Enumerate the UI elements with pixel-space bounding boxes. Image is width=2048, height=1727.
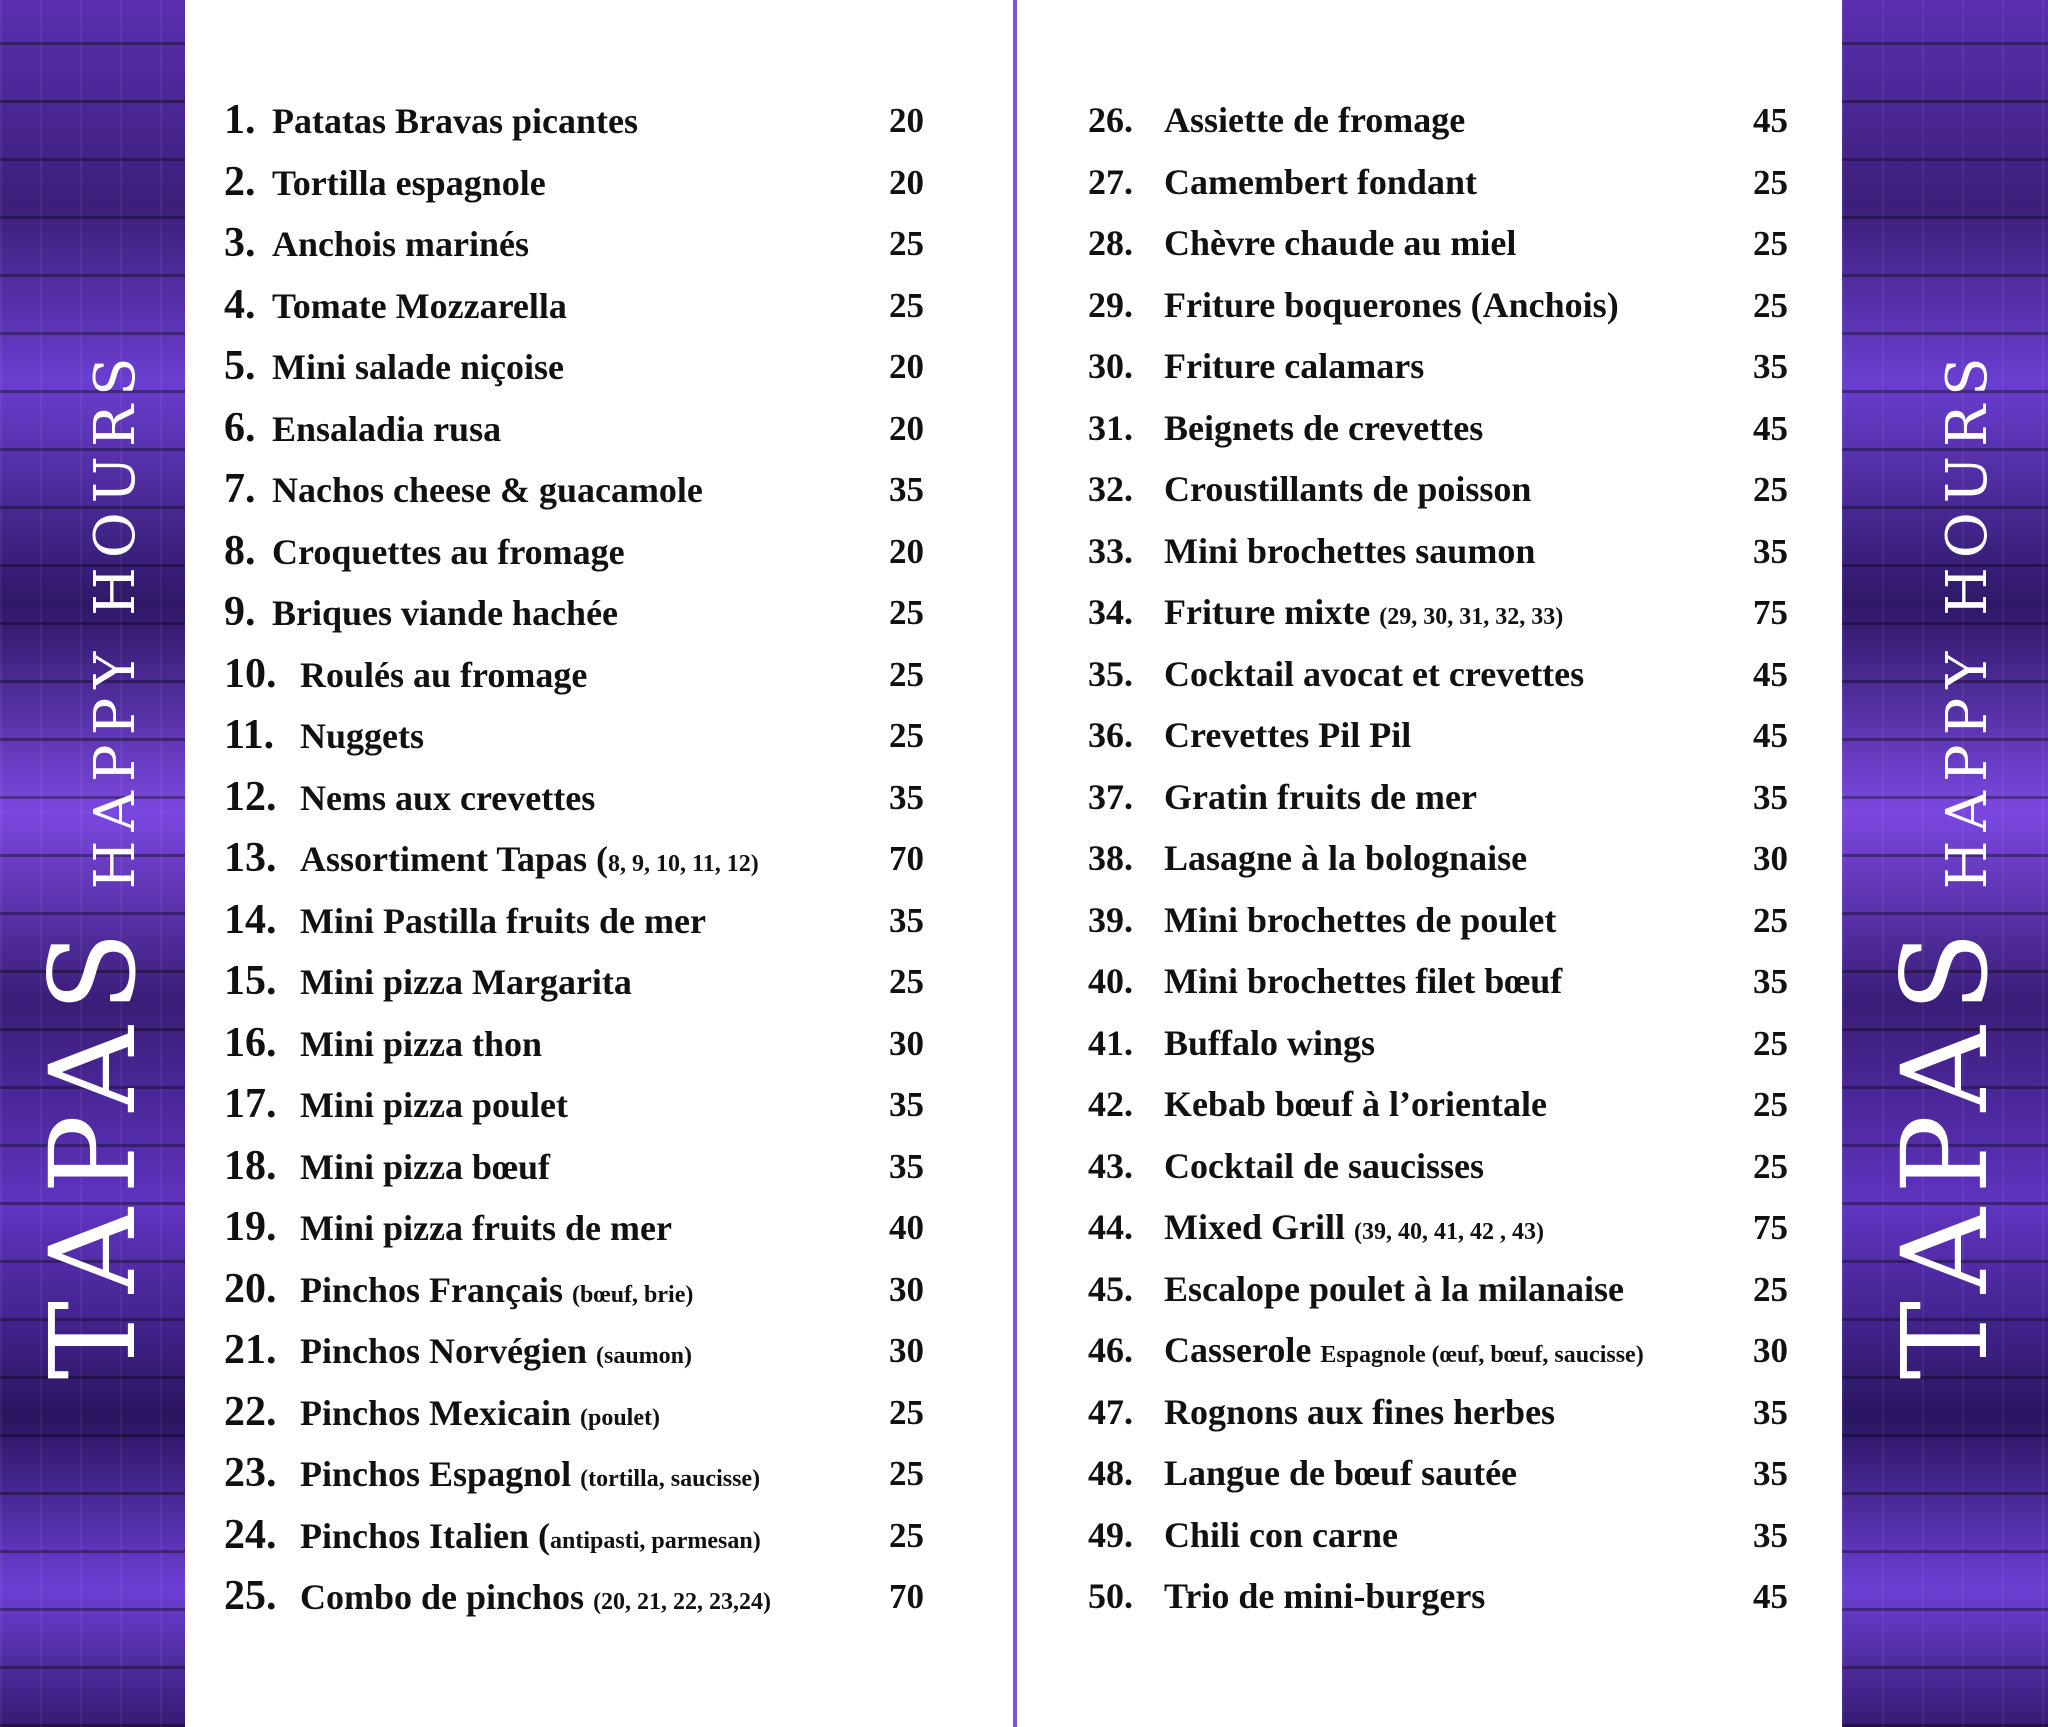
menu-column-right <box>1088 90 1788 1628</box>
item-price: 75 <box>1753 1208 1788 1247</box>
item-number: 49. <box>1088 1514 1133 1555</box>
item-number: 3. <box>224 220 256 266</box>
item-note: Espagnole (œuf, bœuf, saucisse) <box>1320 1342 1644 1368</box>
menu-item <box>224 1136 924 1198</box>
menu-item <box>1088 336 1788 398</box>
item-name: Pinchos Français <box>300 1269 573 1310</box>
menu-item <box>1088 1382 1788 1444</box>
item-name: Kebab bœuf à l’orientale <box>1164 1084 1547 1124</box>
item-price: 25 <box>1753 1023 1788 1063</box>
item-price: 35 <box>889 777 924 817</box>
menu-item <box>224 767 924 829</box>
item-name: Mini pizza Margarita <box>300 962 632 1002</box>
menu-item <box>224 521 924 583</box>
item-name: Cocktail de saucisses <box>1164 1145 1485 1186</box>
item-number: 42. <box>1088 1084 1133 1124</box>
item-price: 35 <box>1753 777 1788 817</box>
item-name: Mini brochettes filet bœuf <box>1164 961 1563 1001</box>
menu-item <box>224 1382 924 1444</box>
menu-item <box>224 152 924 214</box>
item-name: Croustillants de poisson <box>1164 469 1532 509</box>
item-name: Friture calamars <box>1164 346 1425 386</box>
item-name: Mini brochettes de poulet <box>1164 899 1557 940</box>
menu-item <box>224 1074 924 1136</box>
item-price: 25 <box>1753 1085 1788 1124</box>
item-name: Cocktail avocat et crevettes <box>1164 653 1585 694</box>
item-name: Beignets de crevettes <box>1164 407 1484 448</box>
item-name: Friture mixte <box>1164 592 1380 632</box>
menu-item <box>1088 890 1788 952</box>
item-number: 23. <box>224 1450 277 1496</box>
menu-item <box>1088 644 1788 706</box>
item-name: Chili con carne <box>1164 1514 1398 1555</box>
item-note: (saumon) <box>595 1343 692 1369</box>
item-price: 30 <box>889 1023 924 1063</box>
left-side-banner <box>0 0 185 1727</box>
item-number: 34. <box>1088 592 1133 632</box>
item-name: Assortiment Tapas ( <box>300 839 609 879</box>
item-price: 30 <box>889 1269 924 1309</box>
item-number: 24. <box>224 1511 277 1558</box>
item-name: Mini pizza poulet <box>300 1085 568 1125</box>
item-name: Nems aux crevettes <box>300 777 596 818</box>
item-number: 31. <box>1088 407 1133 448</box>
item-name: Lasagne à la bolognaise <box>1164 838 1528 878</box>
item-number: 14. <box>224 896 277 943</box>
item-note: (20, 21, 22, 23,24) <box>593 1589 772 1615</box>
item-number: 19. <box>224 1204 277 1250</box>
menu-item <box>1088 1505 1788 1567</box>
item-number: 2. <box>224 158 256 205</box>
item-name: Mini Pastilla fruits de mer <box>300 900 706 941</box>
item-price: 45 <box>1753 1577 1788 1616</box>
item-number: 46. <box>1088 1330 1133 1370</box>
item-price: 70 <box>889 839 924 878</box>
menu-item <box>1088 152 1788 214</box>
right-side-banner <box>1842 0 2048 1727</box>
menu-item <box>1088 213 1788 275</box>
item-note: (bœuf, brie) <box>572 1281 694 1308</box>
menu-item <box>1088 951 1788 1013</box>
item-number: 9. <box>224 589 256 635</box>
menu-column-left <box>224 90 924 1628</box>
item-number: 10. <box>224 650 277 697</box>
item-price: 25 <box>889 593 924 632</box>
item-number: 38. <box>1088 838 1133 878</box>
item-price: 25 <box>1753 900 1788 940</box>
item-name: Mini salade niçoise <box>272 347 565 387</box>
item-price: 35 <box>1753 1454 1788 1493</box>
item-price: 75 <box>1753 593 1788 632</box>
item-name: Pinchos Italien ( <box>300 1515 551 1556</box>
item-name: Pinchos Mexicain <box>300 1392 580 1433</box>
item-number: 28. <box>1088 223 1133 263</box>
item-price: 30 <box>1753 839 1788 878</box>
item-price: 45 <box>1753 408 1788 448</box>
item-number: 25. <box>224 1573 277 1619</box>
item-price: 70 <box>889 1577 924 1616</box>
menu-item <box>224 828 924 890</box>
item-price: 25 <box>1753 1146 1788 1186</box>
item-price: 25 <box>889 1454 924 1493</box>
item-name: Assiette de fromage <box>1164 100 1466 140</box>
menu-item <box>1088 1197 1788 1259</box>
item-name: Croquettes au fromage <box>272 531 625 572</box>
item-name: Rognons aux fines herbes <box>1164 1391 1556 1432</box>
item-name: Roulés au fromage <box>300 654 588 695</box>
item-price: 35 <box>1753 1392 1788 1432</box>
item-price: 20 <box>889 347 924 386</box>
menu-item <box>1088 398 1788 460</box>
item-name: Ensaladia rusa <box>272 408 502 449</box>
item-number: 26. <box>1088 100 1133 140</box>
menu-item <box>224 1443 924 1505</box>
menu-item <box>224 398 924 460</box>
menu-item <box>1088 582 1788 644</box>
item-number: 47. <box>1088 1391 1133 1432</box>
menu-item <box>1088 275 1788 337</box>
item-price: 35 <box>1753 531 1788 571</box>
item-price: 45 <box>1753 101 1788 140</box>
item-price: 25 <box>1753 470 1788 509</box>
item-price: 20 <box>889 162 924 202</box>
menu-item <box>224 1566 924 1628</box>
item-number: 48. <box>1088 1453 1133 1493</box>
item-number: 37. <box>1088 776 1133 817</box>
item-note: (poulet) <box>579 1404 660 1431</box>
item-name: Pinchos Norvégien <box>300 1331 596 1371</box>
menu-item <box>1088 90 1788 152</box>
item-number: 21. <box>224 1327 277 1373</box>
item-price: 25 <box>1753 224 1788 263</box>
menu-item <box>224 1320 924 1382</box>
right-side-title <box>1876 348 2014 1379</box>
item-name: Mixed Grill <box>1164 1207 1354 1247</box>
item-name: Escalope poulet à la milanaise <box>1164 1268 1625 1309</box>
item-number: 50. <box>1088 1576 1133 1616</box>
item-price: 25 <box>889 1515 924 1555</box>
tapas-title: TAPAS <box>23 916 162 1379</box>
item-number: 20. <box>224 1265 277 1312</box>
item-price: 25 <box>889 654 924 694</box>
item-price: 25 <box>889 224 924 263</box>
item-number: 35. <box>1088 653 1133 694</box>
item-name: Tortilla espagnole <box>272 162 546 203</box>
item-number: 6. <box>224 404 256 451</box>
item-price: 40 <box>889 1208 924 1247</box>
item-number: 43. <box>1088 1145 1133 1186</box>
item-price: 25 <box>1753 1269 1788 1309</box>
item-number: 29. <box>1088 284 1133 325</box>
item-price: 35 <box>889 900 924 940</box>
item-price: 45 <box>1753 654 1788 694</box>
item-number: 40. <box>1088 961 1133 1001</box>
happy-hours-title: HAPPY HOURS <box>1935 348 2000 889</box>
item-price: 25 <box>889 716 924 755</box>
menu-item <box>224 705 924 767</box>
menu-item <box>1088 1074 1788 1136</box>
menu-item <box>224 890 924 952</box>
item-number: 17. <box>224 1081 277 1127</box>
item-name: Patatas Bravas picantes <box>272 101 638 141</box>
menu-item <box>224 644 924 706</box>
menu-item <box>1088 1320 1788 1382</box>
happy-hours-title: HAPPY HOURS <box>82 348 148 889</box>
item-price: 25 <box>889 1392 924 1432</box>
item-price: 25 <box>889 962 924 1001</box>
item-note: (tortilla, saucisse) <box>580 1466 761 1492</box>
item-name: Gratin fruits de mer <box>1164 776 1477 817</box>
item-name: Casserole <box>1164 1330 1321 1370</box>
item-number: 39. <box>1088 899 1133 940</box>
item-name: Mini pizza fruits de mer <box>300 1208 672 1248</box>
tapas-title: TAPAS <box>1876 916 2014 1379</box>
item-number: 1. <box>224 97 256 143</box>
menu-item <box>224 1013 924 1075</box>
item-name: Tomate Mozzarella <box>272 285 567 326</box>
center-divider <box>1013 0 1017 1727</box>
item-number: 15. <box>224 958 277 1004</box>
item-number: 12. <box>224 773 277 820</box>
menu-item <box>224 1505 924 1567</box>
menu-item <box>1088 1566 1788 1628</box>
item-price: 20 <box>889 101 924 140</box>
item-name: Mini brochettes saumon <box>1164 530 1536 571</box>
item-price: 25 <box>1753 162 1788 202</box>
item-note: (29, 30, 31, 32, 33) <box>1379 604 1564 630</box>
item-price: 35 <box>1753 962 1788 1001</box>
item-number: 16. <box>224 1019 277 1066</box>
item-note: antipasti, parmesan) <box>550 1527 761 1554</box>
left-side-title <box>24 348 162 1379</box>
item-number: 13. <box>224 835 277 881</box>
item-number: 27. <box>1088 161 1133 202</box>
menu-item <box>224 90 924 152</box>
item-number: 22. <box>224 1388 277 1435</box>
item-name: Nachos cheese & guacamole <box>272 470 703 510</box>
item-price: 25 <box>889 285 924 325</box>
item-price: 45 <box>1753 716 1788 755</box>
item-number: 32. <box>1088 469 1133 509</box>
menu-item <box>1088 1443 1788 1505</box>
menu-item <box>1088 1013 1788 1075</box>
menu-item <box>1088 828 1788 890</box>
item-price: 35 <box>1753 347 1788 386</box>
item-price: 35 <box>889 1085 924 1124</box>
item-name: Trio de mini-burgers <box>1164 1576 1486 1616</box>
menu-item <box>1088 1259 1788 1321</box>
menu-item <box>224 336 924 398</box>
item-number: 18. <box>224 1142 277 1189</box>
menu-item <box>224 582 924 644</box>
item-name: Camembert fondant <box>1164 161 1477 202</box>
item-name: Combo de pinchos <box>300 1577 594 1617</box>
item-number: 4. <box>224 281 256 328</box>
item-price: 20 <box>889 408 924 448</box>
item-name: Mini pizza thon <box>300 1023 543 1064</box>
item-price: 30 <box>1753 1331 1788 1370</box>
item-number: 33. <box>1088 530 1133 571</box>
item-price: 25 <box>1753 285 1788 325</box>
menu-item <box>1088 705 1788 767</box>
menu-item <box>1088 1136 1788 1198</box>
menu-item <box>224 213 924 275</box>
item-name: Langue de bœuf sautée <box>1164 1453 1518 1493</box>
item-name: Chèvre chaude au miel <box>1164 223 1517 263</box>
item-number: 45. <box>1088 1268 1133 1309</box>
item-number: 7. <box>224 466 256 512</box>
item-number: 44. <box>1088 1207 1133 1247</box>
menu-item <box>224 459 924 521</box>
menu-item <box>1088 767 1788 829</box>
menu-item <box>1088 521 1788 583</box>
item-name: Crevettes Pil Pil <box>1164 715 1412 755</box>
item-price: 35 <box>1753 1515 1788 1555</box>
menu-item <box>224 275 924 337</box>
item-name: Mini pizza bœuf <box>300 1146 551 1187</box>
menu-item <box>224 1197 924 1259</box>
menu-item <box>224 951 924 1013</box>
item-name: Nuggets <box>300 716 424 756</box>
menu-item <box>1088 459 1788 521</box>
item-number: 36. <box>1088 715 1133 755</box>
item-price: 30 <box>889 1331 924 1370</box>
item-name: Buffalo wings <box>1164 1022 1376 1063</box>
item-note: (39, 40, 41, 42 , 43) <box>1353 1219 1544 1245</box>
menu-item <box>224 1259 924 1321</box>
item-note: 8, 9, 10, 11, 12) <box>608 851 759 877</box>
item-number: 11. <box>224 712 275 758</box>
item-price: 35 <box>889 1146 924 1186</box>
item-price: 20 <box>889 531 924 571</box>
item-number: 5. <box>224 343 256 389</box>
item-price: 35 <box>889 470 924 509</box>
item-name: Pinchos Espagnol <box>300 1454 581 1494</box>
item-name: Anchois marinés <box>272 224 530 264</box>
item-name: Friture boquerones (Anchois) <box>1164 284 1619 325</box>
item-number: 41. <box>1088 1022 1133 1063</box>
item-name: Briques viande hachée <box>272 593 619 633</box>
item-number: 8. <box>224 527 256 574</box>
item-number: 30. <box>1088 346 1133 386</box>
